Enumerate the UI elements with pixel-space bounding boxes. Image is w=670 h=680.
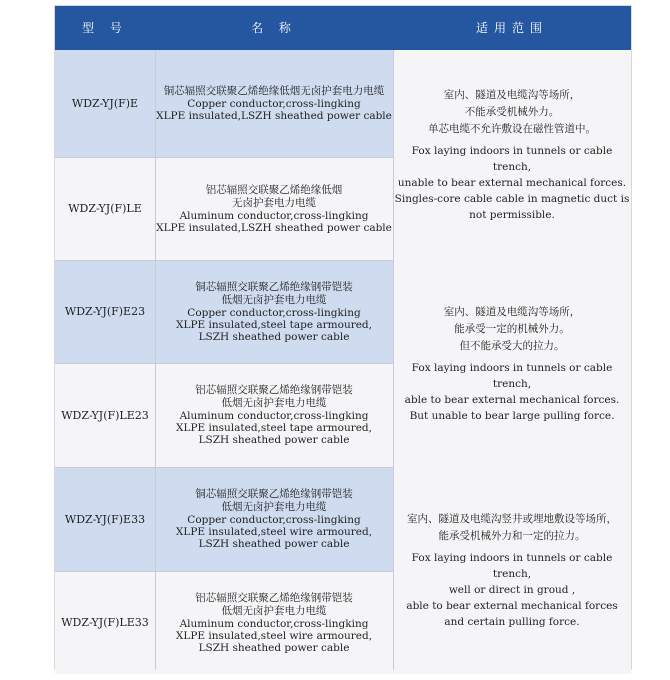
name-zh-line: 铝芯辐照交联聚乙烯绝缘钢带铠装	[195, 384, 353, 396]
model-text: WDZ-YJ(F)LE33	[61, 616, 149, 629]
name-zh-line: 铝芯辐照交联聚乙烯绝缘低烟	[205, 183, 343, 196]
application-cell	[393, 50, 631, 260]
name-en-line: XLPE insulated,LSZH sheathed power cable	[156, 110, 392, 122]
model-cell	[55, 363, 155, 467]
name-zh-line: 无卤护套电力电缆	[232, 196, 316, 209]
application-en-line: unable to bear external mechanical forces.	[397, 177, 627, 189]
application-en-line: Singles-core cable cable in magnetic duct is	[394, 193, 630, 205]
row-divider	[55, 571, 393, 572]
model-text: WDZ-YJ(F)E23	[64, 305, 146, 318]
name-cell	[155, 363, 393, 467]
name-en-line: Copper conductor,cross-lingking	[187, 98, 361, 110]
application-cell	[393, 467, 631, 674]
name-zh-line: 铜芯辐照交联聚乙烯绝缘钢带铠装	[195, 488, 353, 500]
name-cell	[155, 571, 393, 674]
column-divider	[155, 50, 156, 670]
application-en-line: But unable to bear large pulling force.	[409, 409, 615, 422]
application-zh-line: 能承受一定的机械外力。	[454, 322, 570, 335]
model-cell	[55, 157, 155, 260]
application-en-line: and certain pulling force.	[444, 616, 580, 628]
application-en-line: Fox laying indoors in tunnels or cable trench,	[411, 361, 613, 390]
application-en-line: Fox laying indoors in tunnels or cable trench,	[411, 145, 613, 173]
application-en-line: well or direct in groud ,	[448, 584, 576, 596]
model-cell	[55, 260, 155, 363]
column-divider	[393, 50, 394, 670]
name-en-line: XLPE insulated,steel tape armoured,	[176, 318, 372, 331]
name-en-line: Aluminum conductor,cross-lingking	[179, 410, 369, 422]
name-en-line: XLPE insulated,steel tape armoured,	[176, 422, 372, 434]
name-en-line: XLPE insulated,steel wire armoured,	[175, 526, 373, 538]
model-cell	[55, 571, 155, 674]
application-en-line: Fox laying indoors in tunnels or cable trench,	[411, 552, 613, 580]
name-cell	[155, 157, 393, 260]
name-en-line: LSZH sheathed power cable	[198, 641, 350, 654]
header-model: 型 号	[82, 21, 128, 35]
name-en-line: LSZH sheathed power cable	[198, 330, 350, 343]
name-en-line: LSZH sheathed power cable	[198, 538, 350, 550]
name-cell	[155, 50, 393, 157]
application-en-line: able to bear external mechanical forces.	[404, 393, 620, 406]
name-zh-line: 铝芯辐照交联聚乙烯绝缘钢带铠装	[195, 591, 353, 604]
application-en-line: able to bear external mechanical forces	[406, 600, 618, 612]
row-divider	[55, 363, 393, 364]
name-en-line: Copper conductor,cross-lingking	[187, 514, 361, 526]
model-cell	[55, 50, 155, 157]
model-text: WDZ-YJ(F)LE	[68, 202, 142, 215]
application-cell	[393, 260, 631, 467]
name-en-line: XLPE insulated,steel wire armoured,	[175, 629, 373, 642]
name-cell	[155, 260, 393, 363]
application-zh-line: 但不能承受大的拉力。	[459, 339, 565, 352]
row-divider	[55, 157, 393, 158]
model-text: WDZ-YJ(F)LE23	[61, 408, 149, 422]
name-zh-line: 铜芯辐照交联聚乙烯绝缘低烟无卤护套电力电缆	[163, 85, 385, 97]
application-zh-line: 室内、隧道及电缆沟等场所，	[443, 305, 581, 318]
header-application: 适用范围	[475, 21, 548, 35]
model-text: WDZ-YJ(F)E	[71, 97, 139, 110]
name-zh-line: 铜芯辐照交联聚乙烯绝缘钢带铠装	[195, 280, 353, 293]
application-en-line: not permissible.	[469, 209, 555, 221]
name-zh-line: 低烟无卤护套电力电缆	[221, 501, 327, 513]
name-en-line: XLPE insulated,LSZH sheathed power cable	[156, 221, 392, 234]
name-zh-line: 低烟无卤护套电力电缆	[221, 397, 327, 409]
application-zh-line: 不能承受机械外力。	[464, 106, 560, 118]
table-header	[55, 6, 631, 50]
name-en-line: Aluminum conductor,cross-lingking	[179, 209, 369, 222]
name-cell	[155, 467, 393, 571]
name-zh-line: 低烟无卤护套电力电缆	[221, 604, 327, 617]
name-zh-line: 低烟无卤护套电力电缆	[221, 293, 327, 306]
application-zh-line: 能承受机械外力和一定的拉力。	[438, 530, 586, 542]
name-en-line: LSZH sheathed power cable	[198, 434, 350, 446]
application-zh-line: 室内、隧道及电缆沟等场所，	[443, 89, 581, 101]
application-zh-line: 单芯电缆不允许敷设在磁性管道中。	[428, 123, 596, 135]
model-cell	[55, 467, 155, 571]
name-en-line: Aluminum conductor,cross-lingking	[179, 617, 369, 630]
cable-spec-table	[54, 5, 632, 670]
header-name: 名 称	[251, 21, 297, 35]
model-text: WDZ-YJ(F)E33	[64, 512, 146, 526]
application-zh-line: 室内、隧道及电缆沟竖井或埋地敷设等场所，	[407, 513, 617, 525]
name-en-line: Copper conductor,cross-lingking	[187, 306, 361, 319]
